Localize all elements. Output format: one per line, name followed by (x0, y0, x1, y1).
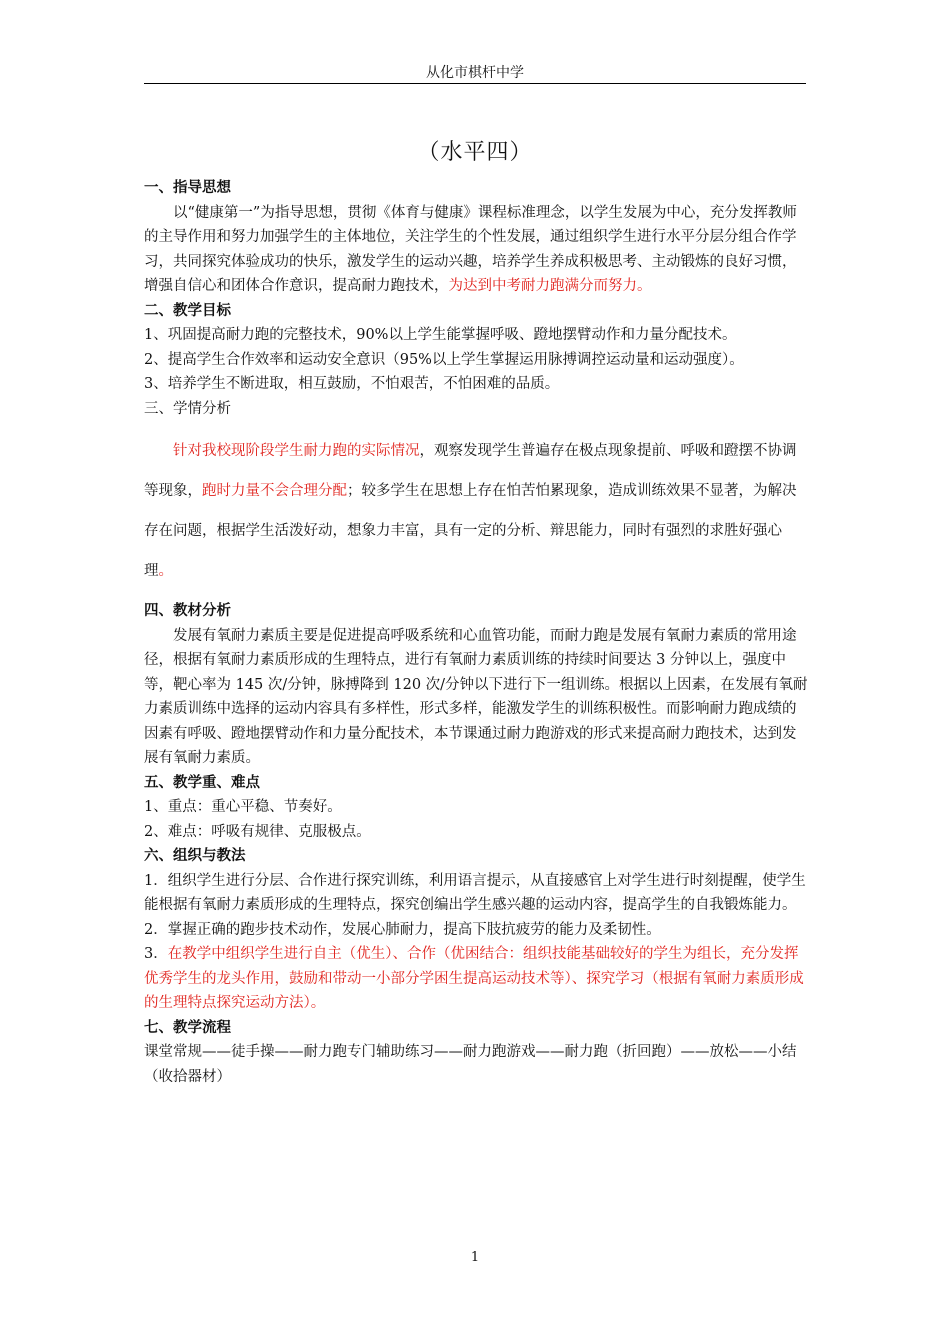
section-5-item-2: 2、难点：呼吸有规律、克服极点。 (144, 823, 371, 840)
section-3-heading: 三、学情分析 (144, 400, 231, 417)
header-divider (144, 83, 806, 84)
section-2-item-3: 3、培养学生不断进取，相互鼓励，不怕艰苦，不怕困难的品质。 (144, 376, 560, 392)
page-header-school: 从化市棋杆中学 (426, 65, 524, 81)
section-3-block (144, 431, 808, 591)
document-body (144, 176, 808, 1089)
section-5-item-1: 1、重点：重心平稳、节奏好。 (144, 799, 342, 815)
section-5-heading: 五、教学重、难点 (144, 774, 260, 791)
section-2-item-1: 1、巩固提高耐力跑的完整技术，90%以上学生能掌握呼吸、蹬地摆臂动作和力量分配技术。 (144, 327, 737, 343)
section-3-red-3: 。 (158, 563, 173, 579)
section-1-paragraph: 以“健康第一”为指导思想，贯彻《体育与健康》课程标准理念，以学生发展为中心，充分发挥教师的主导作用和努力加强学生的主体地位，关注学生的个性发展，通过组织学生进行水平分层分组合作学习，共同探究体验成功的快乐，激发学生的运动兴趣，培养学生养成积极思考、主动锻炼的良好习惯，增强自信心和团体合作意识，提高耐力跑技术，为达到中考耐力跑满分而努力。 (144, 204, 797, 294)
section-6-heading: 六、组织与教法 (144, 848, 246, 864)
section-6-item-2: 2．掌握正确的跑步技术动作，发展心肺耐力，提高下肢抗疲劳的能力及柔韧性。 (144, 921, 661, 938)
section-4-heading: 四、教材分析 (144, 603, 231, 619)
section-1-red-emphasis: 为达到中考耐力跑满分而努力。 (448, 278, 652, 294)
section-4-paragraph: 发展有氧耐力素质主要是促进提高呼吸系统和心血管功能，而耐力跑是发展有氧耐力素质的常用途径，根据有氧耐力素质形成的生理特点，进行有氧耐力素质训练的持续时间要达 3 分钟以上，强度中等，靶心率为 145 次/分钟，脉搏降到 120 次/分钟以下进行下一组训练。根据以上因素，在发展有氧耐力素质训练中选择的运动内容具有多样性，形式多样，能激发学生的训练积极性。而影响耐力跑成绩的因素有呼吸、蹬地摆臂动作和力量分配技术，本节课通过耐力跑游戏的形式来提高耐力跑技术，达到发展有氧耐力素质。 (144, 627, 808, 766)
section-2-item-2: 2、提高学生合作效率和运动安全意识（95%以上学生掌握运用脉搏调控运动量和运动强度）。 (144, 351, 744, 368)
section-6-item-3: 3．在教学中组织学生进行自主（优生）、合作（优困结合：组织技能基础较好的学生为组长，充分发挥优秀学生的龙头作用，鼓励和带动一小部分学困生提高运动技术等）、探究学习（根据有氧耐力素质形成的生理特点探究运动方法）。 (144, 946, 804, 1011)
section-3-paragraph: 针对我校现阶段学生耐力跑的实际情况，观察发现学生普遍存在极点现象提前、呼吸和蹬摆不协调等现象，跑时力量不会合理分配；较多学生在思想上存在怕苦怕累现象，造成训练效果不显著，为解决存在问题，根据学生活泼好动，想象力丰富，具有一定的分析、辩思能力，同时有强烈的求胜好强心理。 (144, 443, 797, 579)
section-7-paragraph: 课堂常规——徒手操——耐力跑专门辅助练习——耐力跑游戏——耐力跑（折回跑）——放松——小结（收拾器材） (144, 1044, 797, 1085)
section-3-red-2: 跑时力量不会合理分配 (202, 483, 347, 499)
page-number: 1 (470, 1250, 480, 1265)
section-6-item-1: 1．组织学生进行分层、合作进行探究训练，利用语言提示，从直接感官上对学生进行时刻提醒，使学生能根据有氧耐力素质形成的生理特点，探究创编出学生感兴趣的运动内容，提高学生的自我锻炼能力。 (144, 872, 806, 913)
section-6-red-emphasis: 在教学中组织学生进行自主（优生）、合作（优困结合：组织技能基础较好的学生为组长，充分发挥优秀学生的龙头作用，鼓励和带动一小部分学困生提高运动技术等）、探究学习（根据有氧耐力素质形成的生理特点探究运动方法）。 (144, 946, 804, 1011)
section-2-heading: 二、教学目标 (144, 302, 231, 319)
section-3-red-1: 针对我校现阶段学生耐力跑的实际情况 (173, 443, 420, 459)
document-title: （水平四） (417, 140, 533, 165)
section-7-heading: 七、教学流程 (144, 1019, 231, 1036)
section-1-heading: 一、指导思想 (144, 180, 231, 196)
